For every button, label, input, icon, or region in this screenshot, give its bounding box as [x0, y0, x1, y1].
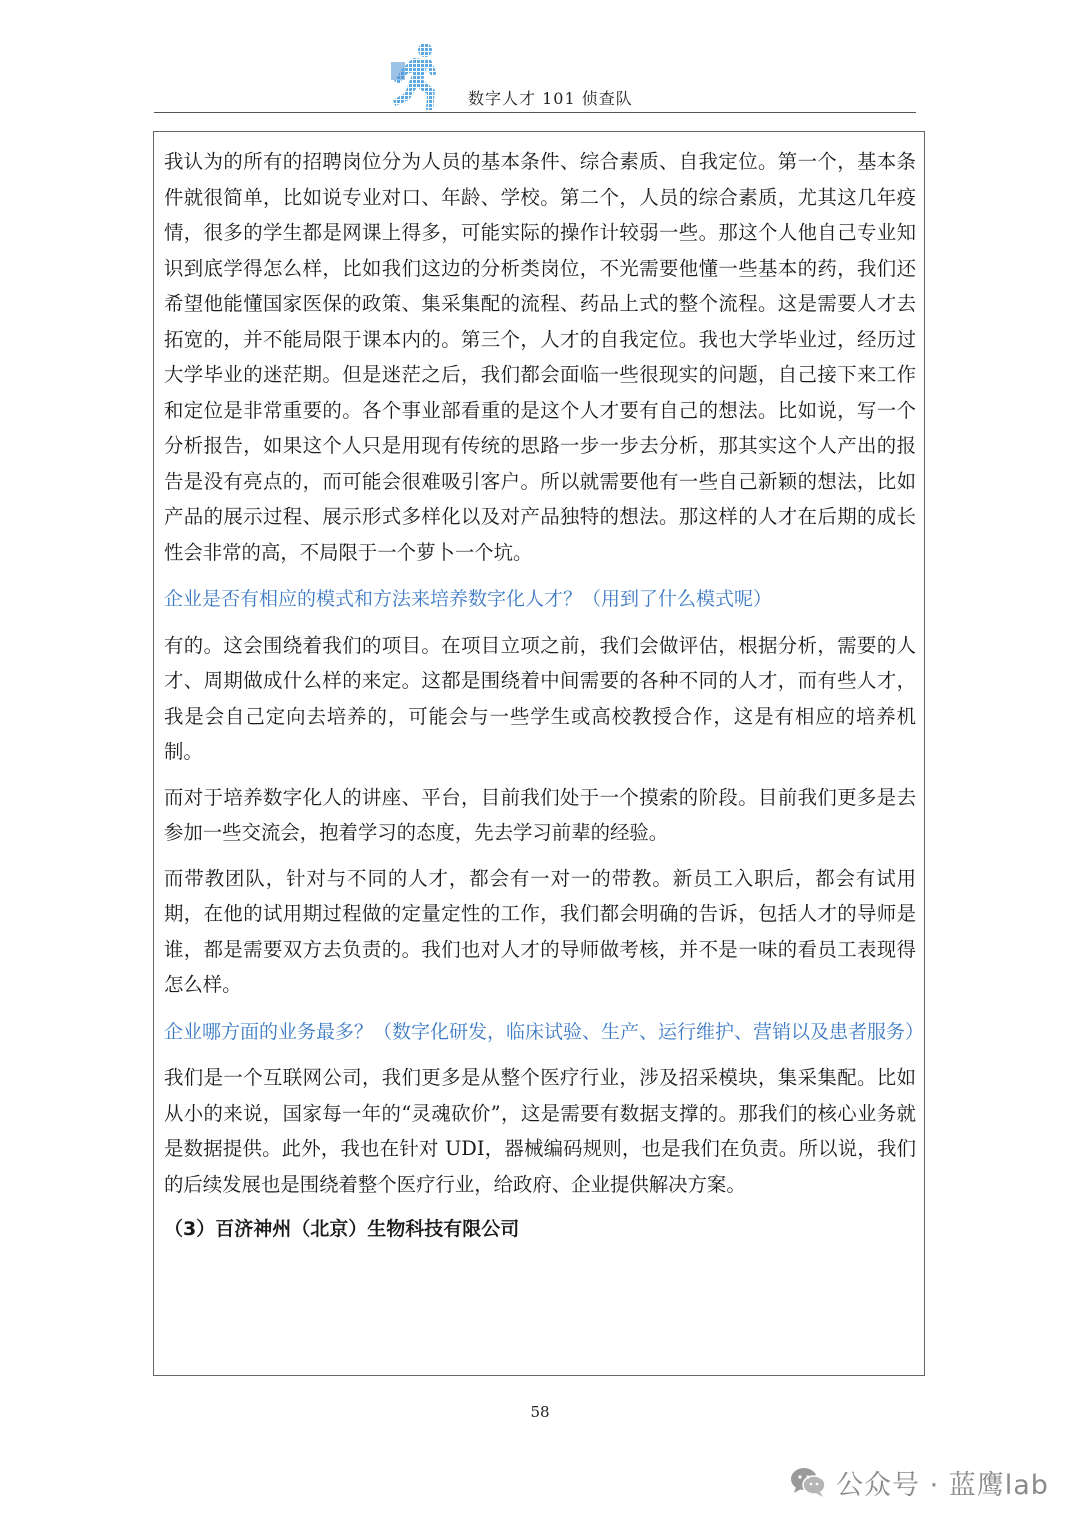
paragraph-intro: 我认为的所有的招聘岗位分为人员的基本条件、综合素质、自我定位。第一个，基本条件就很简单，比如说专业对口、年龄、学校。第二个，人员的综合素质，尤其这几年疫情，很多的学生都是网课上得多，可能实际的操作计较弱一些。那这个人他自己专业知识到底学得怎么样，比如我们这边的分析类岗位，不光需要他懂一些基本的药，我们还希望他能懂国家医保的政策、集采集配的流程、药品上式的整个流程。这是需要人才去拓宽的，并不能局限于课本内的。第三个，人才的自我定位。我也大学毕业过，经历过大学毕业的迷茫期。但是迷茫之后，我们都会面临一些很现实的问题，自己接下来工作和定位是非常重要的。各个事业部看重的是这个人才要有自己的想法。比如说，写一个分析报告，如果这个人只是用现有传统的思路一步一步去分析，那其实这个人产出的报告是没有亮点的，而可能会很难吸引客户。所以就需要他有一些自己新颖的想法，比如产品的展示过程、展示形式多样化以及对产品独特的想法。那这样的人才在后期的成长性会非常的高，不局限于一个萝卜一个坑。 [164, 150, 916, 564]
answer-training-paragraph-2: 而对于培养数字化人的讲座、平台，目前我们处于一个摸索的阶段。目前我们更多是去参加一些交流会，抱着学习的态度，先去学习前辈的经验。 [164, 785, 916, 844]
page-header [0, 0, 1080, 120]
answer-training-paragraph-3: 而带教团队，针对与不同的人才，都会有一对一的带教。新员工入职后，都会有试用期，在他的试用期过程做的定量定性的工作，我们都会明确的告诉，包括人才的导师是谁，都是需要双方去负责的。我们也对人才的导师做考核，并不是一味的看员工表现得怎么样。 [164, 866, 916, 996]
watermark-text: 公众号 · 蓝鹰lab [836, 1469, 1049, 1501]
header-divider [154, 112, 916, 113]
watermark [790, 1462, 1049, 1502]
question-business-area: 企业哪方面的业务最多？（数字化研发，临床试验、生产、运行维护、营销以及患者服务） [164, 1020, 925, 1043]
header-title: 数字人才 101 侦查队 [468, 89, 633, 108]
wechat-icon [790, 1466, 826, 1498]
interview-content [164, 144, 925, 1248]
answer-business-paragraph: 我们是一个互联网公司，我们更多是从整个医疗行业，涉及招采模块，集采集配。比如从小的来说，国家每一年的“灵魂砍价”，这是需要有数据支撑的。那我们的核心业务就是数据提供。此外，我也在针对 UDI，器械编码规则，也是我们在负责。所以说，我们的后续发展也是围绕着整个医疗行业，给政府、企业提供解决方案。 [164, 1066, 916, 1196]
question-training-model: 企业是否有相应的模式和方法来培养数字化人才？（用到了什么模式呢） [164, 588, 773, 610]
section-title: （3）百济神州（北京）生物科技有限公司 [164, 1218, 520, 1240]
runner-logo-icon [385, 40, 447, 114]
page-number: 58 [530, 1403, 550, 1421]
answer-training-paragraph-1: 有的。这会围绕着我们的项目。在项目立项之前，我们会做评估，根据分析，需要的人才、周期做成什么样的来定。这都是围绕着中间需要的各种不同的人才，而有些人才，我是会自己定向去培养的，可能会与一些学生或高校教授合作，这是有相应的培养机制。 [164, 633, 916, 763]
